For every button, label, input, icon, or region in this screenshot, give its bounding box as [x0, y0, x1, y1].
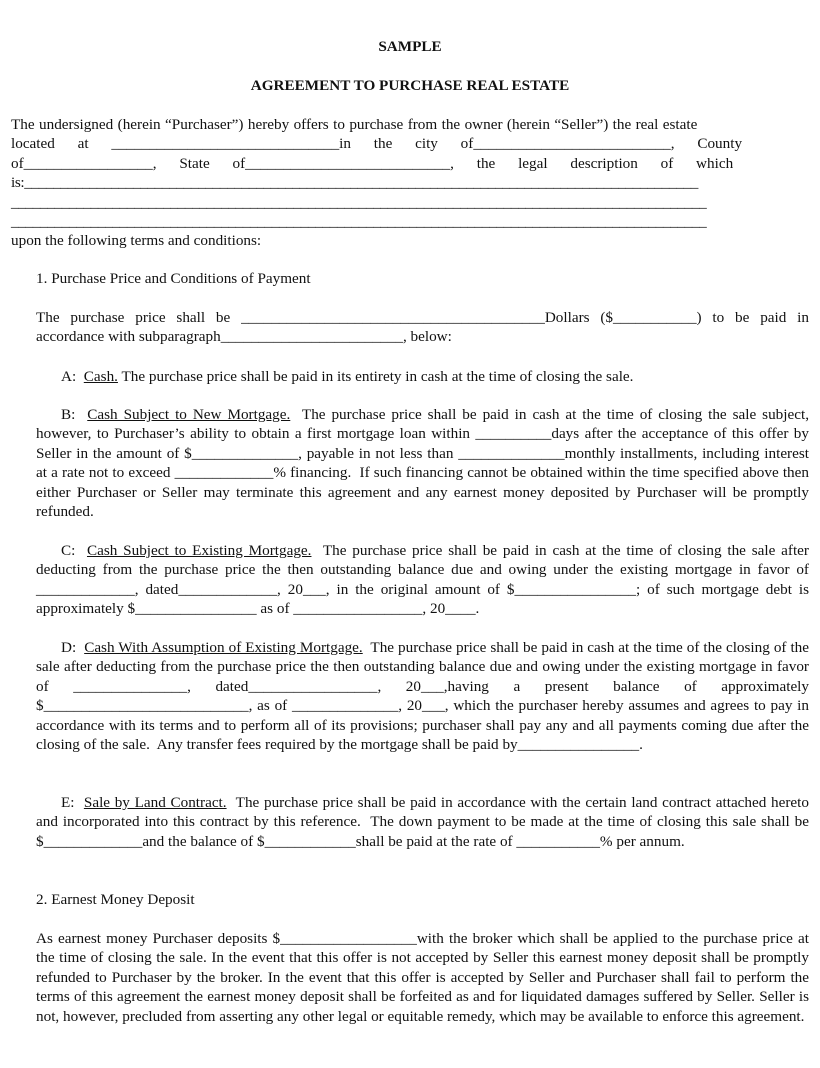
intro-line: of_________________, State of___________________________, the legal description of which	[11, 154, 734, 172]
subparagraph-b	[36, 405, 813, 521]
section-1-heading: 1. Purchase Price and Conditions of Payment	[36, 270, 311, 287]
prefix-b: B:	[61, 406, 88, 423]
intro-line: ________________________________________________________________________________________________	[11, 193, 707, 211]
text-a: The purchase price shall be paid in its entirety in cash at the time of closing the sale.	[117, 368, 634, 385]
subparagraph-e	[36, 793, 813, 851]
intro-line: upon the following terms and conditions:	[11, 232, 262, 250]
label-existing-mortgage: Cash Subject to Existing Mortgage.	[86, 542, 312, 559]
prefix-a: A:	[61, 368, 84, 385]
prefix-c: C:	[61, 542, 87, 559]
purchase-price-text: The purchase price shall be ________________________________________Dollars ($___________) to be paid in accordance with subparagraph________________________, below:	[36, 309, 809, 346]
label-new-mortgage: Cash Subject to New Mortgage.	[87, 406, 291, 423]
text-b: The purchase price shall be paid in cash at the time of closing the sale subject, however, to Purchaser’s ability to obtain a first mortgage loan within __________days after the acceptance of this offer by Seller in the amount of $______________, payable in not less than ______________monthly installments, including interest at a rate not to exceed _____________% financing. If such financing cannot be obtained within the time specified above then either Purchaser or Seller may terminate this agreement and any earnest money deposited by Purchaser will be promptly refunded.	[36, 406, 813, 521]
label-land-contract: Sale by Land Contract.	[83, 794, 227, 811]
intro-line: The undersigned (herein “Purchaser”) hereby offers to purchase from the owner (herein “Seller”) the real estate	[11, 116, 698, 133]
subparagraph-d	[36, 638, 813, 754]
intro-line: located at ______________________________in the city of__________________________, County	[11, 135, 743, 153]
section-2-heading: 2. Earnest Money Deposit	[36, 891, 195, 908]
sample-heading: SAMPLE	[378, 38, 442, 55]
earnest-money-paragraph	[36, 929, 809, 1026]
label-cash: Cash.	[83, 368, 118, 385]
subparagraph-a	[36, 367, 809, 386]
label-assumption: Cash With Assumption of Existing Mortgage.	[84, 639, 363, 656]
subparagraph-c	[36, 541, 813, 619]
text-e: The purchase price shall be paid in accordance with the certain land contract attached hereto and incorporated into this contract by this reference. The down payment to be made at the time of closing this sale shall be $_____________and the balance of $____________shall be paid at the rate of ___________% per annum.	[36, 794, 813, 850]
prefix-d: D:	[61, 639, 85, 656]
earnest-money-text: As earnest money Purchaser deposits $__________________with the broker which shall be applied to the purchase price at the time of closing the sale. In the event that this offer is not accepted by Seller this earnest money deposit shall be promptly refunded to Purchaser by the broker. In the event that this offer is accepted by Seller and Purchaser shall fail to perform the terms of this agreement the earnest money deposit shall be forfeited as and for liquidated damages suffered by Seller. Seller is not, however, precluded from asserting any other legal or equitable remedy, which may be available to enforce this agreement.	[36, 930, 809, 1025]
text-d: The purchase price shall be paid in cash at the time of the closing of the sale after deducting from the purchase price the then outstanding balance due and owing under the existing mortgage in favor of _______________, dated_________________, 20___,having a present balance of approximately $___________________________, as of ______________, 20___, which the purchaser hereby assumes and agrees to pay in accordance with its terms and to perform all of its provisions; purchaser shall pay any and all payments coming due after the closing of the sale. Any transfer fees required by the mortgage shall be paid by________________.	[36, 639, 813, 754]
intro-line: is:_____________________________________________________________________________________________	[11, 174, 698, 192]
intro-paragraph	[11, 115, 809, 251]
intro-line: ________________________________________________________________________________________________	[11, 213, 707, 231]
purchase-price-paragraph	[36, 308, 809, 347]
document-title: AGREEMENT TO PURCHASE REAL ESTATE	[250, 77, 570, 94]
text-c: The purchase price shall be paid in cash at the time of closing the sale after deducting from the purchase price the then outstanding balance due and owing under the existing mortgage in favor of _____________, dated_____________, 20___, in the original amount of $________________; of such mortgage debt is approximately $________________ as of _________________, 20____.	[36, 542, 813, 618]
prefix-e: E:	[61, 794, 84, 811]
